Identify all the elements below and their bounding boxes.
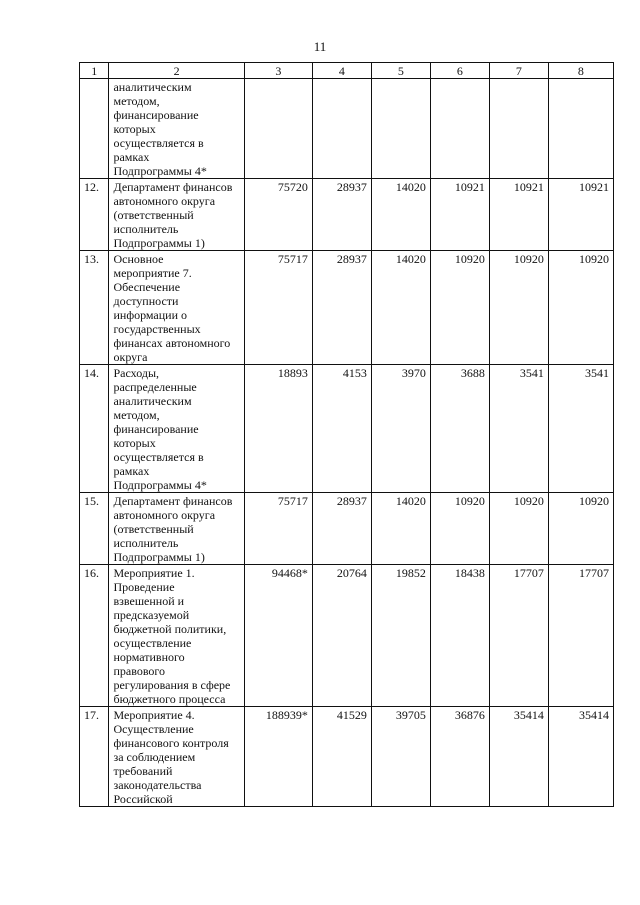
- row-value: 10920: [489, 493, 548, 565]
- row-value: 10921: [489, 179, 548, 251]
- row-value: 35414: [489, 707, 548, 807]
- row-value: [548, 79, 613, 179]
- row-value: 10921: [430, 179, 489, 251]
- column-header: 1: [80, 63, 109, 79]
- table-row: [80, 365, 614, 493]
- row-value: 10920: [548, 251, 613, 365]
- row-value: 36876: [430, 707, 489, 807]
- row-value: 20764: [312, 565, 371, 707]
- table-row: [80, 493, 614, 565]
- row-value: 3541: [548, 365, 613, 493]
- column-header: 8: [548, 63, 613, 79]
- row-value: [371, 79, 430, 179]
- row-value: 10920: [548, 493, 613, 565]
- table-row: [80, 79, 614, 179]
- table-row: [80, 565, 614, 707]
- row-value: 17707: [548, 565, 613, 707]
- row-description: Расходы, распределенные аналитическим методом, финансирование которых осуществляется в рамках Подпрограммы 4*: [109, 365, 244, 493]
- row-description: Мероприятие 1. Проведение взвешенной и предсказуемой бюджетной политики, осуществление нормативного правового регулирования в сфере бюджетного процесса: [109, 565, 244, 707]
- row-value: 10920: [430, 493, 489, 565]
- row-value: 28937: [312, 493, 371, 565]
- row-description: Департамент финансов автономного округа (ответственный исполнитель Подпрограммы 1): [109, 493, 244, 565]
- row-description: аналитическим методом, финансирование которых осуществляется в рамках Подпрограммы 4*: [109, 79, 244, 179]
- row-value: 3688: [430, 365, 489, 493]
- row-value: [244, 79, 312, 179]
- row-index: 12.: [80, 179, 109, 251]
- row-value: 17707: [489, 565, 548, 707]
- row-value: 94468*: [244, 565, 312, 707]
- row-value: 41529: [312, 707, 371, 807]
- row-value: 14020: [371, 493, 430, 565]
- row-index: 17.: [80, 707, 109, 807]
- column-header: 5: [371, 63, 430, 79]
- row-value: 35414: [548, 707, 613, 807]
- row-value: 19852: [371, 565, 430, 707]
- row-value: 3970: [371, 365, 430, 493]
- row-value: 3541: [489, 365, 548, 493]
- row-value: 75717: [244, 493, 312, 565]
- row-value: [430, 79, 489, 179]
- row-value: 10920: [430, 251, 489, 365]
- row-value: [489, 79, 548, 179]
- row-description: Основное мероприятие 7. Обеспечение доступности информации о государственных финансах автономного округа: [109, 251, 244, 365]
- column-header: 7: [489, 63, 548, 79]
- row-value: 39705: [371, 707, 430, 807]
- row-value: [312, 79, 371, 179]
- row-index: 15.: [80, 493, 109, 565]
- row-value: 18438: [430, 565, 489, 707]
- row-value: 10920: [489, 251, 548, 365]
- row-index: 16.: [80, 565, 109, 707]
- budget-table: [79, 62, 614, 807]
- row-description: Департамент финансов автономного округа (ответственный исполнитель Подпрограммы 1): [109, 179, 244, 251]
- column-header: 3: [244, 63, 312, 79]
- row-description: Мероприятие 4. Осуществление финансового контроля за соблюдением требований законодательства Российской: [109, 707, 244, 807]
- row-value: 75720: [244, 179, 312, 251]
- row-index: 13.: [80, 251, 109, 365]
- row-value: 18893: [244, 365, 312, 493]
- table-row: [80, 179, 614, 251]
- row-value: 10921: [548, 179, 613, 251]
- row-value: 4153: [312, 365, 371, 493]
- table-row: [80, 707, 614, 807]
- column-header: 2: [109, 63, 244, 79]
- page-number: 11: [313, 39, 327, 54]
- row-value: 14020: [371, 251, 430, 365]
- row-index: 14.: [80, 365, 109, 493]
- row-index: [80, 79, 109, 179]
- row-value: 14020: [371, 179, 430, 251]
- column-header: 6: [430, 63, 489, 79]
- table-row: [80, 251, 614, 365]
- row-value: 75717: [244, 251, 312, 365]
- row-value: 28937: [312, 251, 371, 365]
- header-row: [80, 63, 614, 79]
- column-header: 4: [312, 63, 371, 79]
- row-value: 28937: [312, 179, 371, 251]
- row-value: 188939*: [244, 707, 312, 807]
